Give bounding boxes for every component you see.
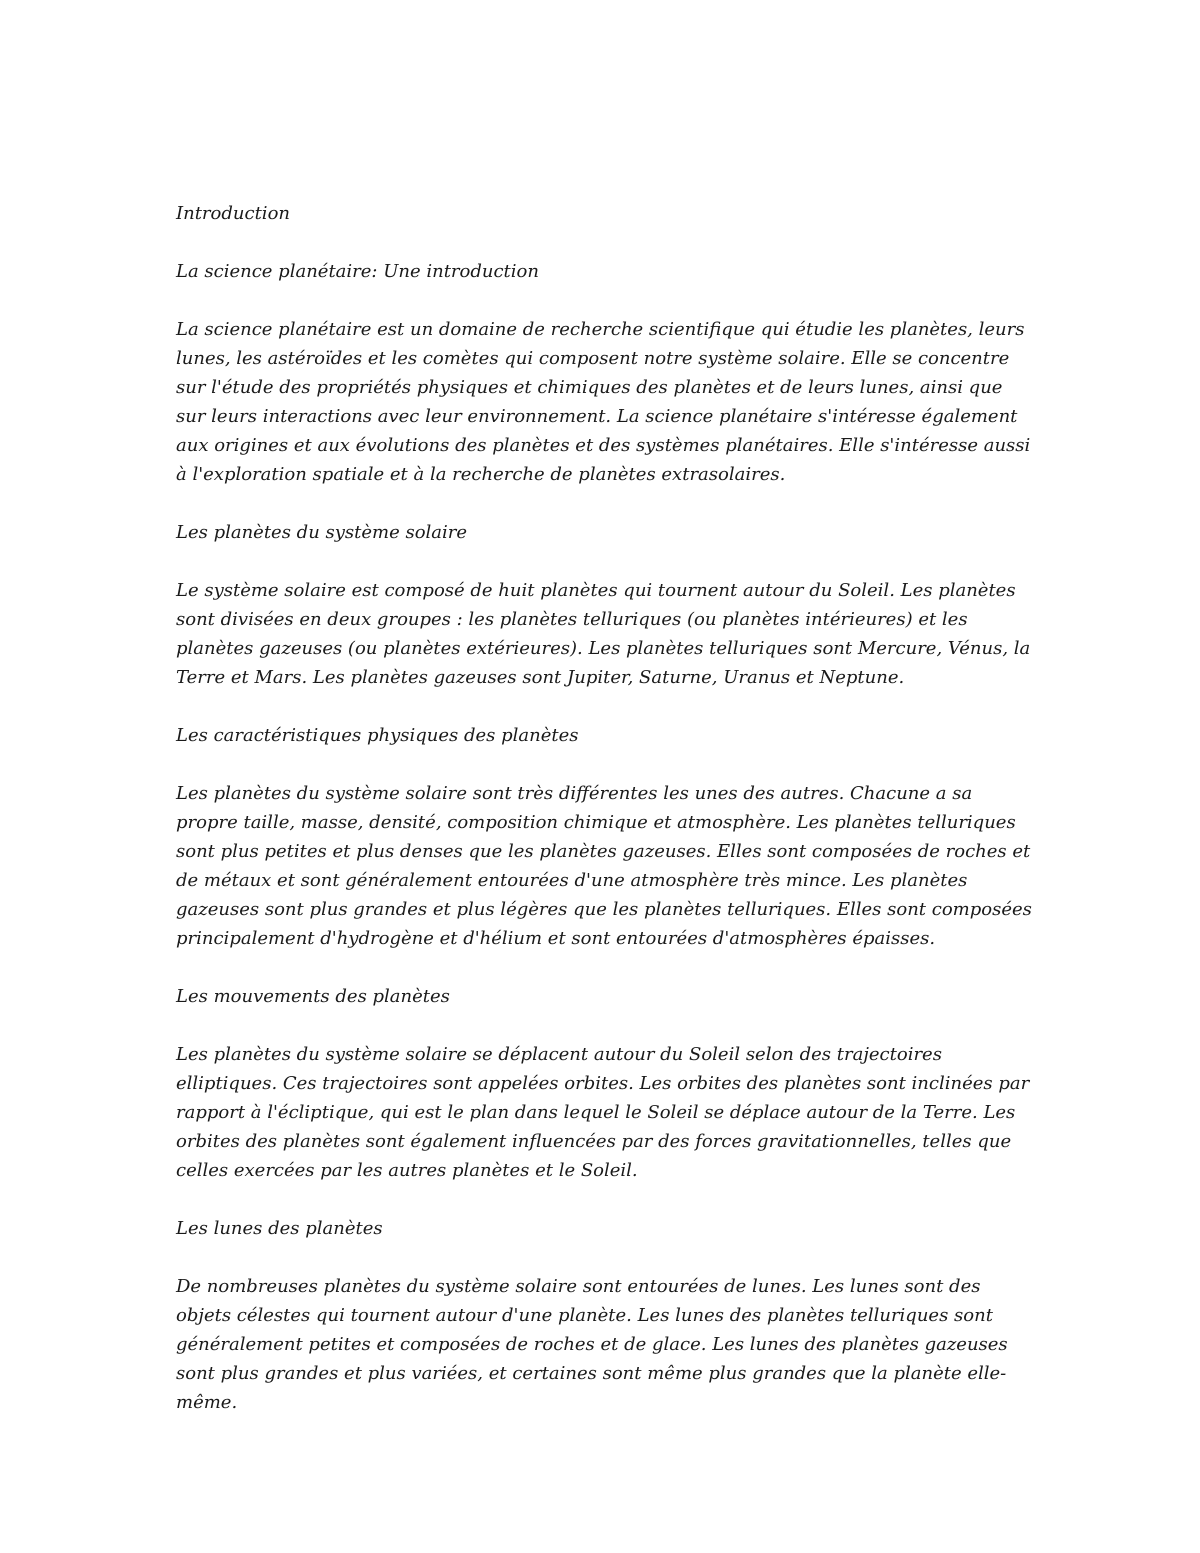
paragraph-science-planetaire: La science planétaire est un domaine de recherche scientifique qui étudie les planètes, leurs lunes, les astéroïdes et les comètes qui composent notre système solaire. Elle se concentre sur l'étude des propriétés physiques et chimiques des planètes et de leurs lunes, ainsi que sur leurs interactions avec leur environnement. La science planétaire s'intéresse également aux origines et aux évolutions des planètes et des systèmes planétaires. Elle s'intéresse aussi à l'exploration spatiale et à la recherche de planètes extrasolaires. bbox=[176, 319, 1031, 485]
paragraph-mouvements: Les planètes du système solaire se déplacent autour du Soleil selon des trajectoires elliptiques. Ces trajectoires sont appelées orbites. Les orbites des planètes sont inclinées par rapport à l'écliptique, qui est le plan dans lequel le Soleil se déplace autour de la Terre. Les orbites des planètes sont également influencées par des forces gravitationnelles, telles que celles exercées par les autres planètes et le Soleil. bbox=[176, 1044, 1030, 1181]
section-heading-caracteristiques-physiques: Les caractéristiques physiques des planètes bbox=[176, 725, 579, 746]
section-heading-introduction: Introduction bbox=[176, 203, 290, 224]
paragraph-lunes: De nombreuses planètes du système solaire sont entourées de lunes. Les lunes sont des objets célestes qui tournent autour d'une planète. Les lunes des planètes telluriques sont généralement petites et composées de roches et de glace. Les lunes des planètes gazeuses sont plus grandes et plus variées, et certaines sont même plus grandes que la planète elle-même. bbox=[176, 1276, 1008, 1413]
paragraph-caracteristiques-physiques: Les planètes du système solaire sont très différentes les unes des autres. Chacune a sa propre taille, masse, densité, composition chimique et atmosphère. Les planètes telluriques sont plus petites et plus denses que les planètes gazeuses. Elles sont composées de roches et de métaux et sont généralement entourées d'une atmosphère très mince. Les planètes gazeuses sont plus grandes et plus légères que les planètes telluriques. Elles sont composées principalement d'hydrogène et d'hélium et sont entourées d'atmosphères épaisses. bbox=[176, 783, 1032, 949]
section-heading-science-planetaire: La science planétaire: Une introduction bbox=[176, 261, 539, 282]
section-heading-planetes-systeme-solaire: Les planètes du système solaire bbox=[176, 522, 468, 543]
document-body bbox=[176, 199, 1036, 1446]
section-heading-mouvements: Les mouvements des planètes bbox=[176, 986, 450, 1007]
section-heading-lunes: Les lunes des planètes bbox=[176, 1218, 383, 1239]
paragraph-planetes-systeme-solaire: Le système solaire est composé de huit planètes qui tournent autour du Soleil. Les planètes sont divisées en deux groupes : les planètes telluriques (ou planètes intérieures) et les planètes gazeuses (ou planètes extérieures). Les planètes telluriques sont Mercure, Vénus, la Terre et Mars. Les planètes gazeuses sont Jupiter, Saturne, Uranus et Neptune. bbox=[176, 580, 1031, 688]
